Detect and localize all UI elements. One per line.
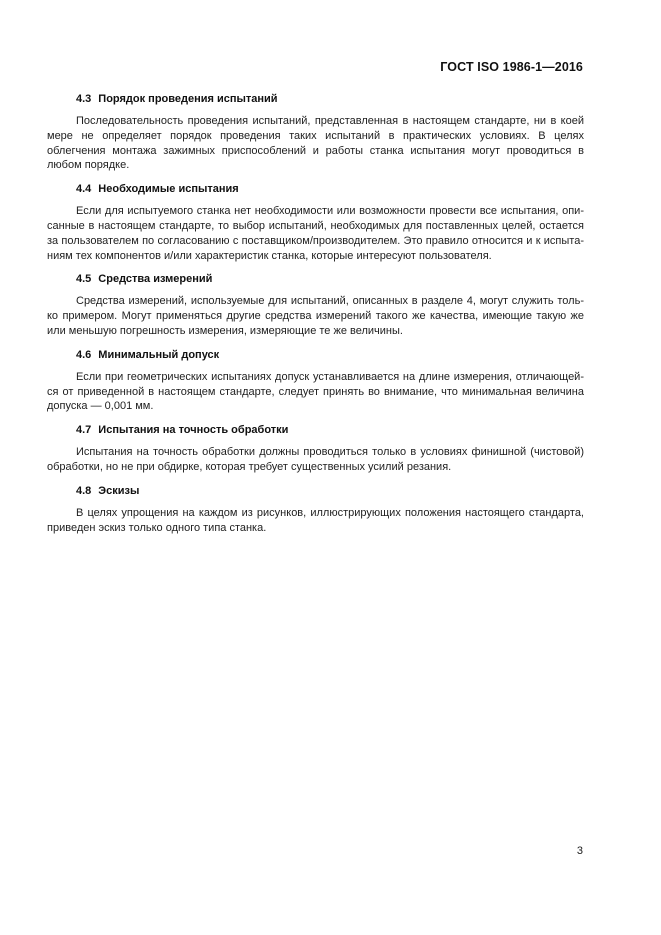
section-4-3 [47,92,584,173]
section-number: 4.6 [76,348,92,361]
section-number: 4.8 [76,484,92,497]
document-code-header: ГОСТ ISO 1986-1—2016 [440,60,583,74]
section-number: 4.5 [76,273,92,286]
section-title: Минимальный допуск [98,348,220,361]
section-title: Средства измерений [98,273,213,286]
section-4-6 [47,348,584,414]
section-paragraph: В целях упрощения на каждом из рисунков, иллюстрирующих положения настоящего стандарта, приведен эскиз только одного типа станка. [47,506,584,534]
section-heading [47,484,584,498]
section-title: Эскизы [98,484,140,497]
section-paragraph: Если для испытуемого станка нет необходимости или возможности провести все испытания, опи-санные в настоящем стандарте, то выбор испытаний, необходимых для поставленных целей, остается за пользователем по согласованию с поставщиком/производителем. Это правило относится и к испыта-ниям тех компонентов и/или характеристик станка, которые интересуют пользователя. [47,205,584,262]
section-title: Испытания на точность обработки [98,424,289,437]
section-heading [47,423,584,437]
section-paragraph: Испытания на точность обработки должны проводиться только в условиях финишной (чистовой) обработки, но не при обдирке, которая требует существенных усилий резания. [47,446,584,473]
section-heading [47,348,584,362]
section-number: 4.7 [76,424,92,437]
section-4-5 [47,272,584,338]
section-paragraph: Если при геометрических испытаниях допуск устанавливается на длине измерения, отличающей-ся от приведенной в настоящем стандарте, следует принять во внимание, что минимальная величина допуска — 0,001 мм. [47,370,584,413]
section-paragraph: Средства измерений, используемые для испытаний, описанных в разделе 4, могут служить толь-ко примером. Могут применяться другие средства измерений такого же качества, имеющие такую же или меньшую погрешность измерения, измеряющие те же величины. [47,295,584,337]
section-paragraph: Последовательность проведения испытаний, представленная в настоящем стандарте, ни в коей мере не определяет порядок проведения таких испытаний в практических условиях. В целях облегчения монтажа зажимных приспособлений и работы станка испытания могут проводиться в любом порядке. [47,115,584,172]
section-number: 4.4 [76,183,92,196]
section-4-4 [47,182,584,263]
section-heading [47,92,584,106]
section-heading [47,272,584,286]
section-title: Необходимые испытания [98,183,239,196]
section-4-8 [47,484,584,536]
section-4-7 [47,423,584,475]
section-title: Порядок проведения испытаний [98,93,278,105]
document-body [47,92,584,544]
page-number: 3 [576,845,583,857]
section-heading [47,182,584,196]
section-number: 4.3 [76,93,92,105]
